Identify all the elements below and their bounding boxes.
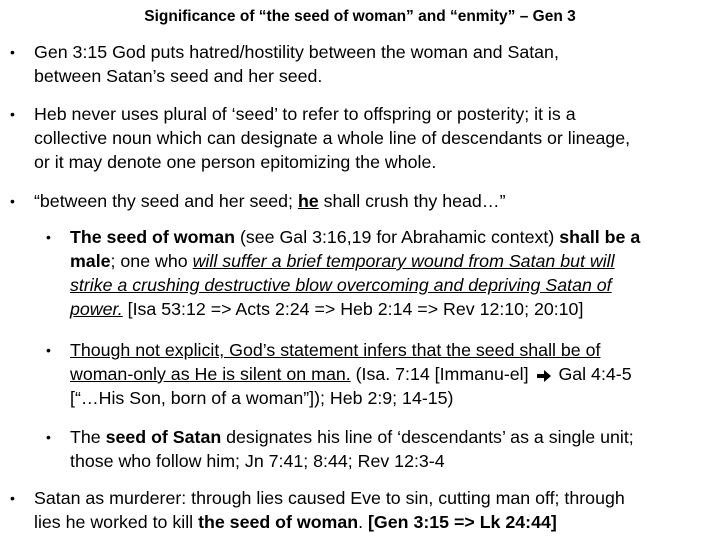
quote-end: shall crush thy head…” bbox=[318, 191, 506, 211]
text-span: designates his line of ‘descendants’ as a single unit; bbox=[221, 427, 634, 447]
bullet-satan-murderer bbox=[34, 486, 716, 534]
bullet-icon: • bbox=[10, 44, 15, 60]
emphasis-he: he bbox=[297, 191, 319, 211]
text-span: [Isa 53:12 => Acts 2:24 => Heb 2:14 => Rev 12:10; 20:10] bbox=[122, 299, 584, 319]
text-span: (Isa. 7:14 [Immanu-el] bbox=[350, 364, 534, 384]
text-line: Heb never uses plural of ‘seed’ to refer to offspring or posterity; it is a bbox=[34, 104, 576, 124]
bold-text: The seed of woman bbox=[70, 227, 235, 247]
text-span: . bbox=[358, 512, 369, 532]
text-line: or it may denote one person epitomizing the whole. bbox=[34, 152, 437, 172]
bullet-icon: • bbox=[10, 106, 15, 122]
text-line: collective noun which can designate a whole line of descendants or lineage, bbox=[34, 128, 631, 148]
underlined-text: strike a crushing destructive blow overcoming and depriving Satan of bbox=[70, 275, 612, 295]
text-line bbox=[70, 249, 712, 273]
bold-text: [Gen 3:15 => Lk 24:44] bbox=[368, 512, 557, 532]
text-span: The bbox=[70, 427, 106, 447]
bold-text: shall be a bbox=[559, 227, 641, 247]
text-span: ; one who bbox=[110, 251, 193, 271]
text-line bbox=[70, 425, 712, 449]
text-line: Satan as murderer: through lies caused Eve to sin, cutting man off; through bbox=[34, 488, 625, 508]
bullet-gen-3-15 bbox=[34, 40, 716, 88]
bold-text: the seed of woman bbox=[198, 512, 359, 532]
text-line: Gen 3:15 God puts hatred/hostility between the woman and Satan, bbox=[34, 42, 559, 62]
text-line bbox=[70, 225, 712, 249]
sub-bullet-not-explicit bbox=[70, 338, 712, 410]
bullet-icon: • bbox=[46, 342, 51, 358]
underlined-text: will suffer a brief temporary wound from Satan but will bbox=[192, 251, 615, 271]
sub-bullet-seed-of-woman bbox=[70, 225, 712, 321]
bullet-icon: • bbox=[46, 429, 51, 445]
text-line bbox=[70, 273, 712, 297]
bold-text: seed of Satan bbox=[105, 427, 222, 447]
text-line: between Satan’s seed and her seed. bbox=[34, 66, 323, 86]
bullet-icon: • bbox=[10, 490, 15, 506]
text-line bbox=[34, 510, 716, 534]
bullet-heb-seed bbox=[34, 102, 716, 174]
bullet-icon: • bbox=[10, 193, 15, 209]
text-span: lies he worked to kill bbox=[34, 512, 199, 532]
text-line: those who follow him; Jn 7:41; 8:44; Rev 12:3-4 bbox=[70, 451, 445, 471]
bullet-between-seed bbox=[34, 189, 716, 213]
right-arrow-icon bbox=[536, 369, 552, 383]
text-line bbox=[70, 362, 712, 386]
sub-bullet-seed-of-satan bbox=[70, 425, 712, 473]
text-line bbox=[34, 189, 716, 213]
bold-text: male bbox=[70, 251, 111, 271]
bullet-icon: • bbox=[46, 229, 51, 245]
underlined-text: woman-only as He is silent on man. bbox=[70, 364, 351, 384]
text-line bbox=[70, 338, 712, 362]
underlined-text: Though not explicit, God’s statement infers that the seed shall be of bbox=[70, 340, 601, 360]
text-line bbox=[70, 297, 712, 321]
text-line: [“…His Son, born of a woman”]); Heb 2:9; 14-15) bbox=[70, 388, 454, 408]
text-span: Gal 4:4-5 bbox=[553, 364, 632, 384]
text-span: (see Gal 3:16,19 for Abrahamic context) bbox=[235, 227, 560, 247]
underlined-text: power. bbox=[70, 299, 123, 319]
slide-title: Significance of “the seed of woman” and “enmity” – Gen 3 bbox=[144, 8, 576, 25]
quote-start: “between thy seed and her seed; bbox=[34, 191, 298, 211]
